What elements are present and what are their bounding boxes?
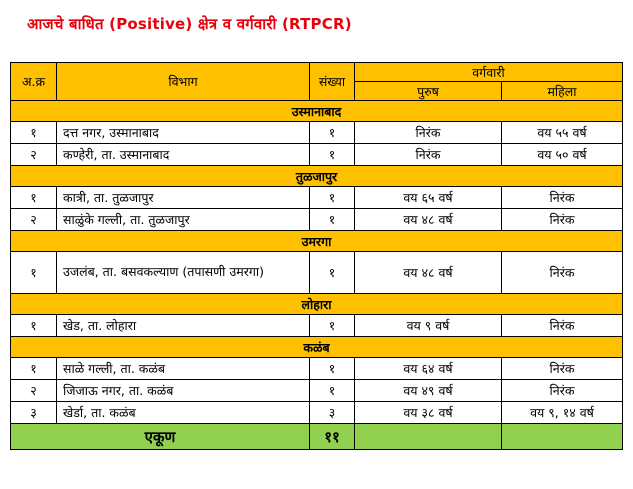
total-row [11, 424, 623, 450]
place-cell: जिजाऊ नगर, ता. कळंब [57, 380, 310, 402]
count-cell: १ [310, 144, 355, 166]
serial-cell: १ [11, 358, 57, 380]
place-cell: कण्हेरी, ता. उस्मानाबाद [57, 144, 310, 166]
female-cell: निरंक [502, 358, 623, 380]
count-cell: १ [310, 209, 355, 231]
table-row [11, 144, 623, 166]
total-label: एकूण [11, 424, 310, 450]
place-cell: दत्त नगर, उस्मानाबाद [57, 122, 310, 144]
section-name: उस्मानाबाद [11, 101, 623, 122]
total-value: ११ [310, 424, 355, 450]
positive-cases-table [10, 62, 623, 450]
serial-cell: १ [11, 315, 57, 337]
table-row [11, 315, 623, 337]
total-empty-male [355, 424, 502, 450]
place-cell: उजलंब, ता. बसवकल्याण (तपासणी उमरगा) [57, 252, 310, 294]
place-cell: साळुंके गल्ली, ता. तुळजापुर [57, 209, 310, 231]
count-cell: १ [310, 187, 355, 209]
count-cell: १ [310, 358, 355, 380]
male-cell: वय ६४ वर्ष [355, 358, 502, 380]
place-cell: साळे गल्ली, ता. कळंब [57, 358, 310, 380]
serial-cell: १ [11, 252, 57, 294]
table-row [11, 252, 623, 294]
female-cell: निरंक [502, 315, 623, 337]
male-cell: वय ९ वर्ष [355, 315, 502, 337]
male-cell: वय ६५ वर्ष [355, 187, 502, 209]
female-cell: वय ५५ वर्ष [502, 122, 623, 144]
header-serial: अ.क्र [11, 63, 57, 101]
table-row [11, 122, 623, 144]
section-name: कळंब [11, 337, 623, 358]
female-cell: वय ५० वर्ष [502, 144, 623, 166]
table-row [11, 402, 623, 424]
section-header-row [11, 101, 623, 122]
table-row [11, 358, 623, 380]
male-cell: निरंक [355, 122, 502, 144]
count-cell: १ [310, 252, 355, 294]
female-cell: निरंक [502, 209, 623, 231]
female-cell: वय ९, १४ वर्ष [502, 402, 623, 424]
serial-cell: २ [11, 380, 57, 402]
place-cell: कात्री, ता. तुळजापुर [57, 187, 310, 209]
count-cell: १ [310, 122, 355, 144]
count-cell: १ [310, 380, 355, 402]
header-female: महिला [502, 82, 623, 101]
serial-cell: ३ [11, 402, 57, 424]
serial-cell: १ [11, 122, 57, 144]
section-header-row [11, 337, 623, 358]
female-cell: निरंक [502, 252, 623, 294]
serial-cell: २ [11, 144, 57, 166]
table-row [11, 187, 623, 209]
header-male: पुरुष [355, 82, 502, 101]
total-empty-female [502, 424, 623, 450]
header-division: विभाग [57, 63, 310, 101]
section-name: तुळजापुर [11, 166, 623, 187]
count-cell: ३ [310, 402, 355, 424]
table-row [11, 380, 623, 402]
place-cell: खेर्डा, ता. कळंब [57, 402, 310, 424]
section-header-row [11, 231, 623, 252]
section-name: उमरगा [11, 231, 623, 252]
section-header-row [11, 294, 623, 315]
female-cell: निरंक [502, 187, 623, 209]
header-count: संख्या [310, 63, 355, 101]
male-cell: निरंक [355, 144, 502, 166]
header-category: वर्गवारी [355, 63, 623, 82]
place-cell: खेड, ता. लोहारा [57, 315, 310, 337]
page-title: आजचे बाधित (Positive) क्षेत्र व वर्गवारी (RTPCR) [27, 15, 352, 33]
male-cell: वय ४८ वर्ष [355, 209, 502, 231]
count-cell: १ [310, 315, 355, 337]
section-name: लोहारा [11, 294, 623, 315]
male-cell: वय ४९ वर्ष [355, 380, 502, 402]
table-row [11, 209, 623, 231]
serial-cell: १ [11, 187, 57, 209]
female-cell: निरंक [502, 380, 623, 402]
male-cell: वय ४८ वर्ष [355, 252, 502, 294]
section-header-row [11, 166, 623, 187]
male-cell: वय ३८ वर्ष [355, 402, 502, 424]
serial-cell: २ [11, 209, 57, 231]
